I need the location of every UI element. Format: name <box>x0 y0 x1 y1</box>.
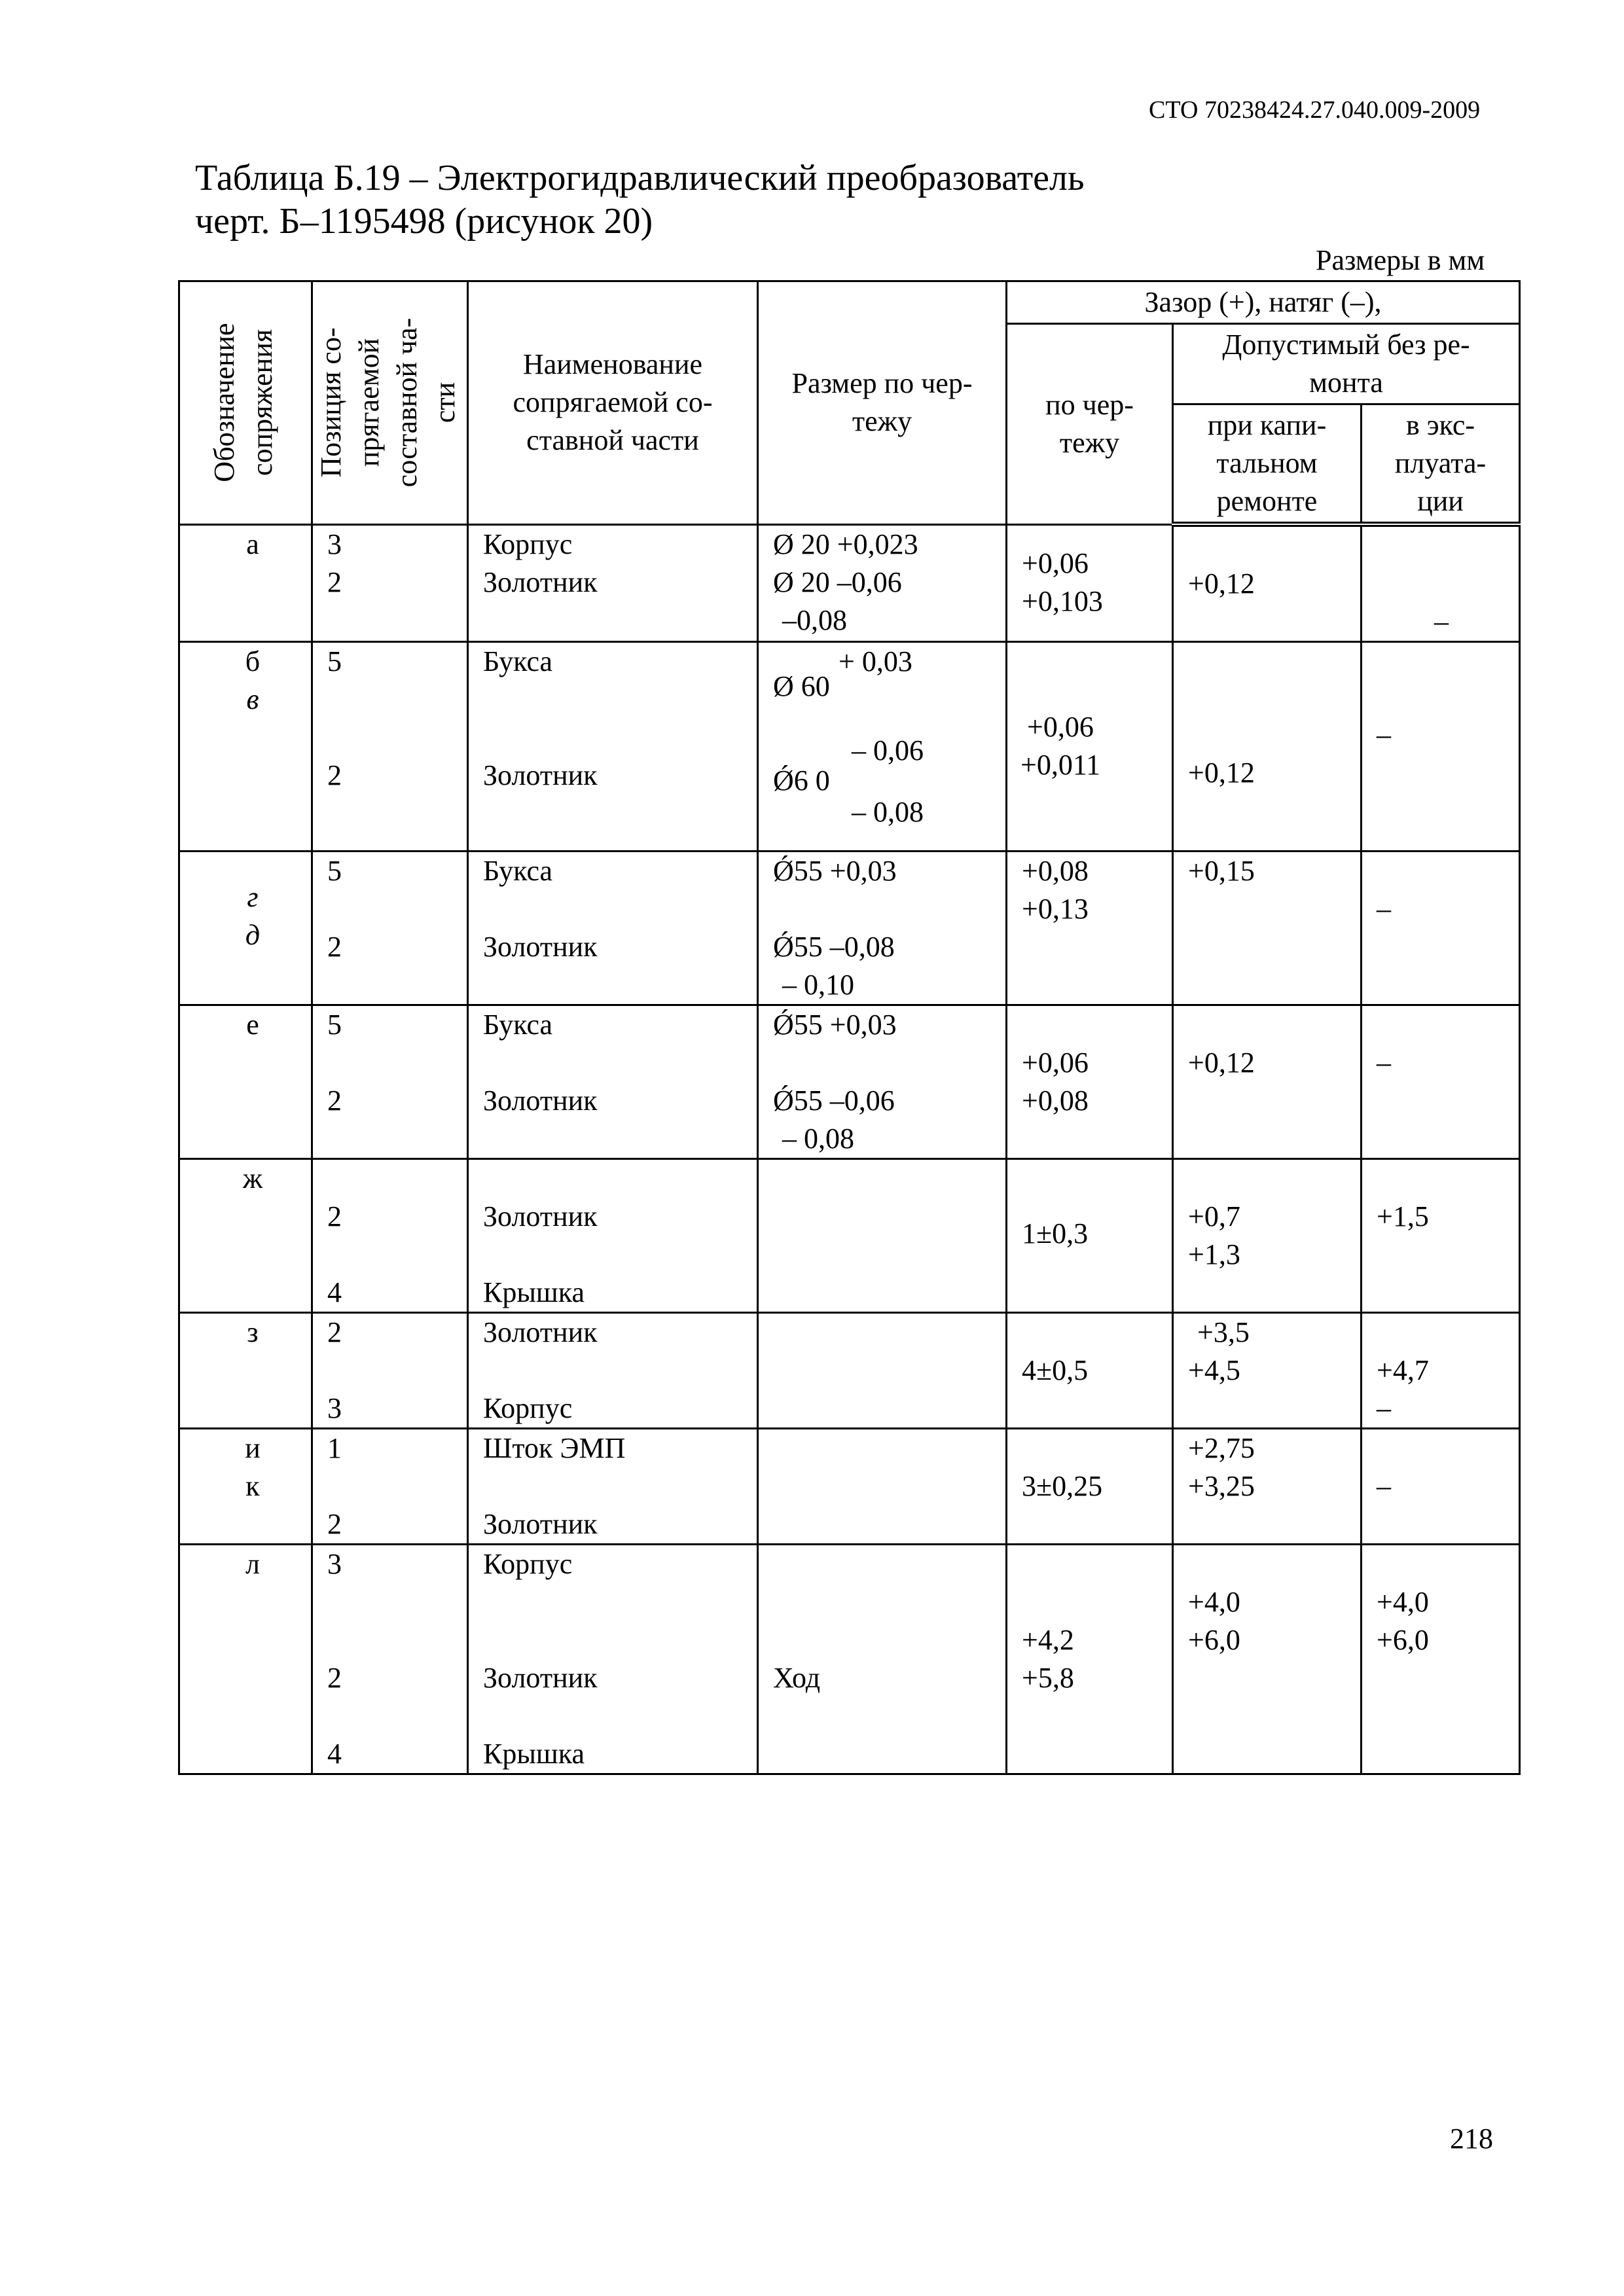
row-capital-repair: +3,5 +4,5 <box>1173 1313 1362 1429</box>
header-position: Позиция со- прягаемой составной ча- сти <box>312 281 468 525</box>
row-drawing-size: Ǿ55 +0,03 Ǿ55 –0,08 – 0,10 <box>758 852 1007 1005</box>
row-by-drawing: +4,2 +5,8 <box>1007 1545 1173 1774</box>
row-designation: з <box>179 1313 312 1429</box>
row-position: 5 2 <box>312 852 468 1005</box>
row-position: 3 2 4 <box>312 1545 468 1774</box>
row-by-drawing: +0,06 +0,08 <box>1007 1005 1173 1159</box>
row-part-name: Букса Золотник <box>468 642 758 852</box>
row-by-drawing: +0,08 +0,13 <box>1007 852 1173 1005</box>
row-part-name: Корпус Золотник Крышка <box>468 1545 758 1774</box>
table-row <box>179 1159 1520 1313</box>
row-part-name: Букса Золотник <box>468 1005 758 1159</box>
header-capital-repair: при капи- тальном ремонте <box>1173 404 1362 525</box>
row-drawing-size: Ǿ55 +0,03 Ǿ55 –0,06 – 0,08 <box>758 1005 1007 1159</box>
row-part-name: Букса Золотник <box>468 852 758 1005</box>
row-drawing-size: Ход <box>758 1545 1007 1774</box>
row-part-name: Шток ЭМП Золотник <box>468 1429 758 1545</box>
row-in-operation: – <box>1362 524 1520 642</box>
table-row <box>179 642 1520 852</box>
row-designation: и к <box>179 1429 312 1545</box>
row-in-operation: – <box>1362 1005 1520 1159</box>
row-drawing-size <box>758 1313 1007 1429</box>
table-row <box>179 852 1520 1005</box>
table-row <box>179 1545 1520 1774</box>
row-designation: л <box>179 1545 312 1774</box>
row-part-name: Корпус Золотник <box>468 524 758 642</box>
row-position: 3 2 <box>312 524 468 642</box>
row-capital-repair: +0,7 +1,3 <box>1173 1159 1362 1313</box>
row-drawing-size: Ø 20 +0,023 Ø 20 –0,06 –0,08 <box>758 524 1007 642</box>
row-designation: б в <box>179 642 312 852</box>
table-row <box>179 1313 1520 1429</box>
header-by-drawing: по чер- тежу <box>1007 324 1173 525</box>
header-designation: Обозначение сопряжения <box>179 281 312 525</box>
header-drawing-size: Размер по чер- тежу <box>758 281 1007 525</box>
document-code: СТО 70238424.27.040.009-2009 <box>1149 96 1481 124</box>
row-drawing-size <box>758 1429 1007 1545</box>
row-position: 1 2 <box>312 1429 468 1545</box>
table-caption-line-1: Таблица Б.19 – Электрогидравлический преобразователь <box>195 158 1085 198</box>
header-part-name: Наименование сопрягаемой со- ставной части <box>468 281 758 525</box>
row-capital-repair: +0,12 <box>1173 1005 1362 1159</box>
table-row <box>179 524 1520 642</box>
table-row <box>179 1429 1520 1545</box>
row-position: 2 3 <box>312 1313 468 1429</box>
row-part-name: Золотник Крышка <box>468 1159 758 1313</box>
row-capital-repair: +2,75 +3,25 <box>1173 1429 1362 1545</box>
row-in-operation: – <box>1362 852 1520 1005</box>
row-by-drawing: 1±0,3 <box>1007 1159 1173 1313</box>
row-by-drawing: 4±0,5 <box>1007 1313 1173 1429</box>
row-drawing-size <box>758 1159 1007 1313</box>
row-part-name: Золотник Корпус <box>468 1313 758 1429</box>
table-row <box>179 1005 1520 1159</box>
row-designation: а <box>179 524 312 642</box>
row-capital-repair: +4,0 +6,0 <box>1173 1545 1362 1774</box>
row-designation: ж <box>179 1159 312 1313</box>
row-by-drawing: +0,06 +0,011 <box>1007 642 1173 852</box>
row-position: 2 4 <box>312 1159 468 1313</box>
row-capital-repair: +0,15 <box>1173 852 1362 1005</box>
row-designation: г д <box>179 852 312 1005</box>
row-in-operation: – <box>1362 1429 1520 1545</box>
row-drawing-size: + 0,03 Ø 60 – 0,06 Ǿ6 0 – 0,08 <box>758 642 1007 852</box>
row-in-operation: +4,7 – <box>1362 1313 1520 1429</box>
header-allowed-without-repair: Допустимый без ре- монта <box>1173 324 1520 404</box>
row-position: 5 2 <box>312 642 468 852</box>
row-capital-repair: +0,12 <box>1173 524 1362 642</box>
row-in-operation: +1,5 <box>1362 1159 1520 1313</box>
header-in-operation: в экс- плуата- ции <box>1362 404 1520 525</box>
page-number: 218 <box>1450 2123 1493 2155</box>
header-gap-interference: Зазор (+), натяг (–), <box>1007 281 1520 324</box>
row-designation: е <box>179 1005 312 1159</box>
row-by-drawing: +0,06 +0,103 <box>1007 524 1173 642</box>
row-in-operation: +4,0 +6,0 <box>1362 1545 1520 1774</box>
row-position: 5 2 <box>312 1005 468 1159</box>
mating-parts-table <box>178 280 1521 1775</box>
row-capital-repair: +0,12 <box>1173 642 1362 852</box>
row-in-operation: – <box>1362 642 1520 852</box>
units-note: Размеры в мм <box>1316 244 1485 276</box>
row-by-drawing: 3±0,25 <box>1007 1429 1173 1545</box>
table-caption-line-2: черт. Б–1195498 (рисунок 20) <box>195 201 653 242</box>
